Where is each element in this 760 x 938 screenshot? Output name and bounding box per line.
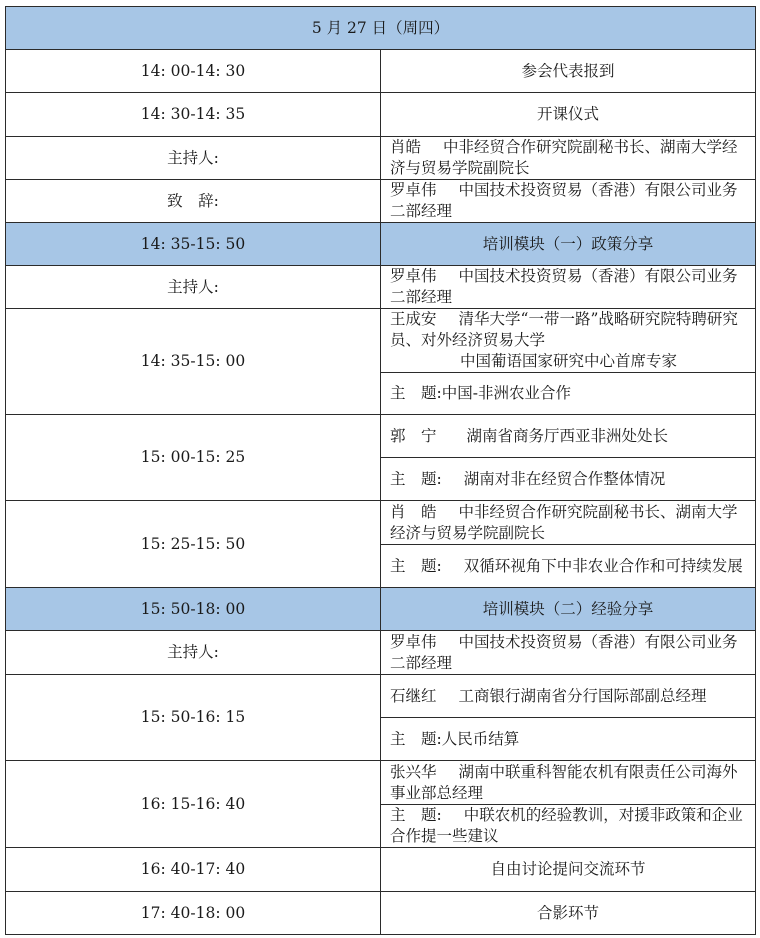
speaker-name: 肖 皓	[390, 502, 437, 521]
role-label: 主持人:	[6, 266, 381, 309]
time-cell: 15: 50-18: 00	[6, 588, 381, 631]
speaker-name: 张兴华	[390, 762, 437, 781]
person-title: 中国技术投资贸易（香港）有限公司业务二部经理	[390, 632, 738, 672]
topic-label: 主 题:	[390, 729, 442, 748]
topic-text: 湖南对非在经贸合作整体情况	[463, 469, 666, 488]
speaker-row	[6, 415, 756, 458]
time-cell: 14: 35-15: 00	[6, 309, 381, 415]
topic-cell	[381, 805, 756, 848]
speaker-row	[6, 501, 756, 545]
person-name: 罗卓伟	[390, 632, 437, 651]
time-cell: 15: 50-16: 15	[6, 675, 381, 761]
topic-cell	[381, 718, 756, 761]
speaker-title: 湖南中联重科智能农机有限责任公司海外事业部总经理	[390, 762, 738, 802]
time-cell: 14: 30-14: 35	[6, 93, 381, 137]
topic-text: 双循环视角下中非农业合作和可持续发展	[463, 556, 743, 575]
speaker-name: 郭 宁	[390, 426, 437, 445]
role-label: 主持人:	[6, 631, 381, 675]
session-title: 开课仪式	[381, 93, 756, 137]
day-header: 5 月 27 日（周四）	[6, 7, 756, 50]
speaker-cell	[381, 761, 756, 805]
module-header-row	[6, 588, 756, 631]
speaker-cell	[381, 675, 756, 718]
person-title: 中国技术投资贸易（香港）有限公司业务二部经理	[390, 267, 738, 306]
schedule-row	[6, 631, 756, 675]
schedule-row	[6, 848, 756, 892]
topic-label: 主 题:	[390, 806, 442, 824]
session-title: 参会代表报到	[381, 50, 756, 93]
topic-cell	[381, 373, 756, 415]
session-title: 合影环节	[381, 892, 756, 935]
schedule-row	[6, 93, 756, 137]
module-header-row	[6, 223, 756, 266]
person-cell	[381, 137, 756, 180]
schedule-table	[5, 6, 756, 935]
time-cell: 14: 00-14: 30	[6, 50, 381, 93]
time-cell: 14: 35-15: 50	[6, 223, 381, 266]
schedule-row	[6, 137, 756, 180]
role-label: 主持人:	[6, 137, 381, 180]
topic-cell	[381, 545, 756, 588]
person-cell	[381, 266, 756, 309]
speaker-title: 工商银行湖南省分行国际部副总经理	[458, 686, 707, 705]
schedule-row	[6, 892, 756, 935]
topic-label: 主 题:	[390, 556, 442, 575]
topic-text: 中国-非洲农业合作	[441, 384, 571, 402]
time-cell: 17: 40-18: 00	[6, 892, 381, 935]
day-header-row	[6, 7, 756, 50]
role-label: 致 辞:	[6, 180, 381, 223]
time-cell: 16: 15-16: 40	[6, 761, 381, 848]
person-name: 罗卓伟	[390, 267, 437, 285]
speaker-name: 石继红	[390, 686, 437, 705]
speaker-row	[6, 761, 756, 805]
session-title: 自由讨论提问交流环节	[381, 848, 756, 892]
schedule-row	[6, 180, 756, 223]
person-title: 中国技术投资贸易（香港）有限公司业务二部经理	[390, 181, 738, 220]
topic-label: 主 题:	[390, 469, 442, 488]
person-name: 罗卓伟	[390, 181, 437, 199]
speaker-cell	[381, 501, 756, 545]
speaker-title-cont: 中国葡语国家研究中心首席专家	[460, 352, 678, 370]
topic-text: 人民币结算	[441, 729, 520, 748]
person-name: 肖皓	[390, 138, 422, 156]
person-cell	[381, 631, 756, 675]
topic-text: 中联农机的经验教训，对援非政策和企业合作提一些建议	[390, 806, 743, 845]
time-cell: 16: 40-17: 40	[6, 848, 381, 892]
module-title: 培训模块（二）经验分享	[381, 588, 756, 631]
speaker-title: 湖南省商务厅西亚非洲处处长	[466, 426, 669, 445]
speaker-row	[6, 675, 756, 718]
speaker-title: 清华大学“一带一路”战略研究院特聘研究员、对外经济贸易大学	[390, 310, 738, 349]
time-cell: 15: 00-15: 25	[6, 415, 381, 501]
schedule-row	[6, 266, 756, 309]
speaker-name: 王成安	[390, 310, 437, 328]
speaker-row	[6, 309, 756, 373]
person-cell	[381, 180, 756, 223]
speaker-cell	[381, 309, 756, 373]
schedule-row	[6, 50, 756, 93]
module-title: 培训模块（一）政策分享	[381, 223, 756, 266]
topic-label: 主 题:	[390, 384, 442, 402]
person-title: 中非经贸合作研究院副秘书长、湖南大学经济与贸易学院副院长	[390, 138, 738, 177]
topic-cell	[381, 458, 756, 501]
time-cell: 15: 25-15: 50	[6, 501, 381, 588]
speaker-title: 中非经贸合作研究院副秘书长、湖南大学经济与贸易学院副院长	[390, 502, 738, 542]
speaker-cell	[381, 415, 756, 458]
